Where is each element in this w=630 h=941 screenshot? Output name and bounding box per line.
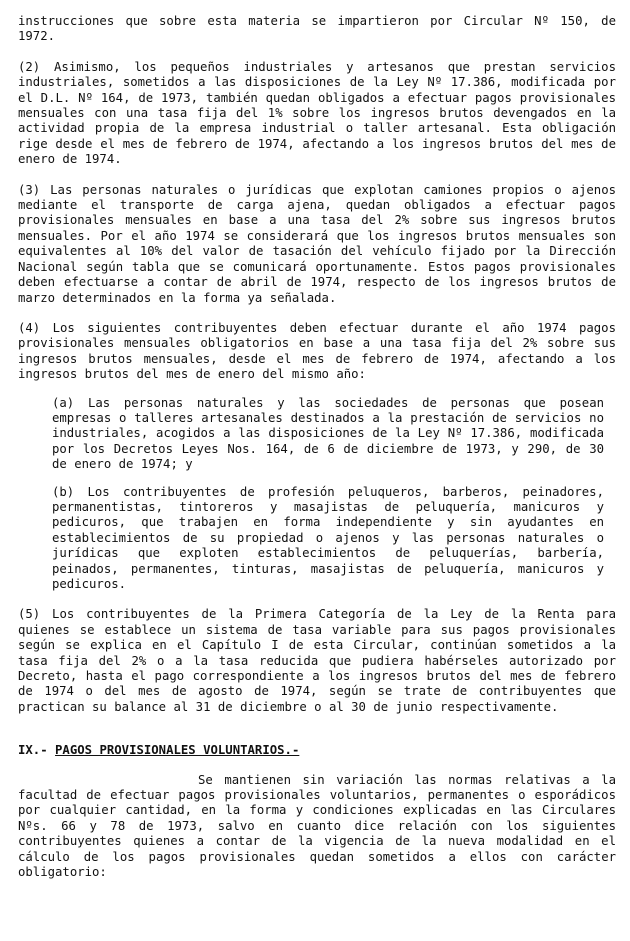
paragraph-4: (4) Los siguientes contribuyentes deben efectuar durante el año 1974 pagos provisionales mensuales obligatorios en base a una tasa fija del 2% sobre sus ingresos brutos mensuales, desde el mes de febrero de 1974, afectando a los ingresos brutos del mes de enero del mismo año: [18,320,616,382]
paragraph-5: (5) Los contribuyentes de la Primera Categoría de la Ley de la Renta para quienes se establece un sistema de tasa variable para sus pagos provisionales según se explica en el Capítulo I de esta Circular, continúan sometidos a la tasa fija del 2% o a la tasa reducida que pudiera habérseles autorizado por Decreto, hasta el pago correspondiente a los ingresos brutos del mes de febrero de 1974 o del mes de agosto de 1974, según se trate de contribuyentes que practican su balance al 31 de diciembre o al 30 de junio respectivamente. [18,607,616,714]
section-title: PAGOS PROVISIONALES VOLUNTARIOS.- [55,743,300,758]
intro-text: instrucciones que sobre esta materia se impartieron por Circular Nº 150, de 1972. [18,14,616,44]
section-number: IX.- [18,743,48,758]
section-body: Se mantienen sin variación las normas relativas a la facultad de efectuar pagos provisionales voluntarios, permanentes o esporádicos por cualquier cantidad, en la forma y condiciones explicadas en las Circulares Nºs. 66 y 78 de 1973, salvo en cuanto dice relación con los siguientes contribuyentes quienes a contar de la vigencia de la nueva modalidad en el cálculo de los pagos provisionales quedan sometidos a ellos con carácter obligatorio: [18,772,616,880]
subitem-a: (a) Las personas naturales y las sociedades de personas que posean empresas o talleres artesanales destinados a la prestación de servicios no industriales, acogidos a las disposiciones de la Ley Nº 17.386, modificada por los Decretos Leyes Nos. 164, de 6 de diciembre de 1973, y 290, de 30 de enero de 1974; y [52,395,604,472]
subitem-b: (b) Los contribuyentes de profesión peluqueros, barberos, peinadores, permanentistas, tintoreros y masajistas de peluquería, manicuros y pedicuros, que trabajen en forma independiente y sin ayudantes en establecimientos de su propiedad o ajenos y las personas naturales o jurídicas que exploten establecimientos de peluquerías, barbería, peinados, permanentes, tinturas, masajistas de peluquería, manicuros y pedicuros. [52,484,604,591]
section-heading [18,743,616,758]
paragraph-3: (3) Las personas naturales o jurídicas que explotan camiones propios o ajenos mediante el transporte de carga ajena, quedan obligados a efectuar pagos provisionales mensuales en base a una tasa del 2% sobre sus ingresos brutos mensuales. Por el año 1974 se considerará que los ingresos brutos mensuales son equivalentes al 10% del valor de tasación del vehículo fijado por la Dirección Nacional según tabla que se comunicará oportunamente. Estos pagos provisionales deben efectuarse a contar de abril de 1974, respecto de los ingresos brutos de marzo determinados en la forma ya señalada. [18,182,616,305]
paragraph-2: (2) Asimismo, los pequeños industriales y artesanos que prestan servicios industriales, sometidos a las disposiciones de la Ley Nº 17.386, modificada por el D.L. Nº 164, de 1973, también quedan obligados a efectuar pagos provisionales mensuales con una tasa fija del 1% sobre los ingresos brutos devengados en la actividad propia de la empresa industrial o taller artesanal. Esta obligación rige desde el mes de febrero de 1974, afectando a los ingresos brutos del mes de enero de 1974. [18,59,616,167]
